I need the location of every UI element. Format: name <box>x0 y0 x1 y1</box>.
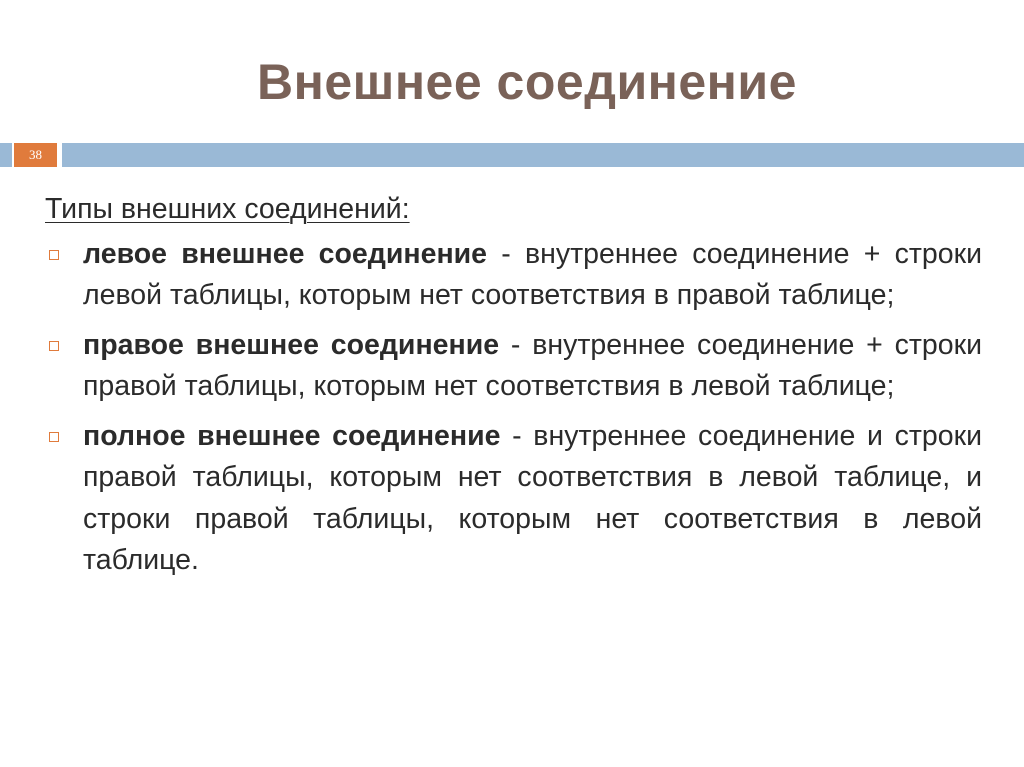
list-item <box>45 416 982 582</box>
header-bar-left-segment <box>0 143 12 167</box>
square-bullet-icon <box>49 341 59 351</box>
header-bar-right-segment <box>62 143 1024 167</box>
list-item-description: - внутреннее соединение и строки правой таблицы, которым нет соответствия в левой таблице, и строки правой таблицы, которым нет соответствия в левой таблице. <box>83 419 983 576</box>
square-bullet-icon <box>49 250 59 260</box>
slide-number: 38 <box>14 143 57 167</box>
intro-line <box>45 189 982 231</box>
list-item-description: - внутреннее соединение + строки правой таблицы, которым нет соответствия в левой таблице; <box>83 328 982 402</box>
slide-title: Внешнее соединение <box>257 54 797 110</box>
list-item-term: правое внешнее соединение <box>83 328 500 361</box>
list-item-description: - внутреннее соединение + строки левой таблицы, которым нет соответствия в правой таблице; <box>83 237 982 311</box>
bullet-list <box>45 234 982 582</box>
header-bar <box>0 143 1024 167</box>
list-item-term: левое внешнее соединение <box>83 237 488 270</box>
slide-content <box>45 189 982 590</box>
intro-text: Типы внешних соединений: <box>45 193 410 225</box>
list-item-term: полное внешнее соединение <box>83 419 501 452</box>
list-item <box>45 234 982 317</box>
square-bullet-icon <box>49 432 59 442</box>
list-item <box>45 325 982 408</box>
